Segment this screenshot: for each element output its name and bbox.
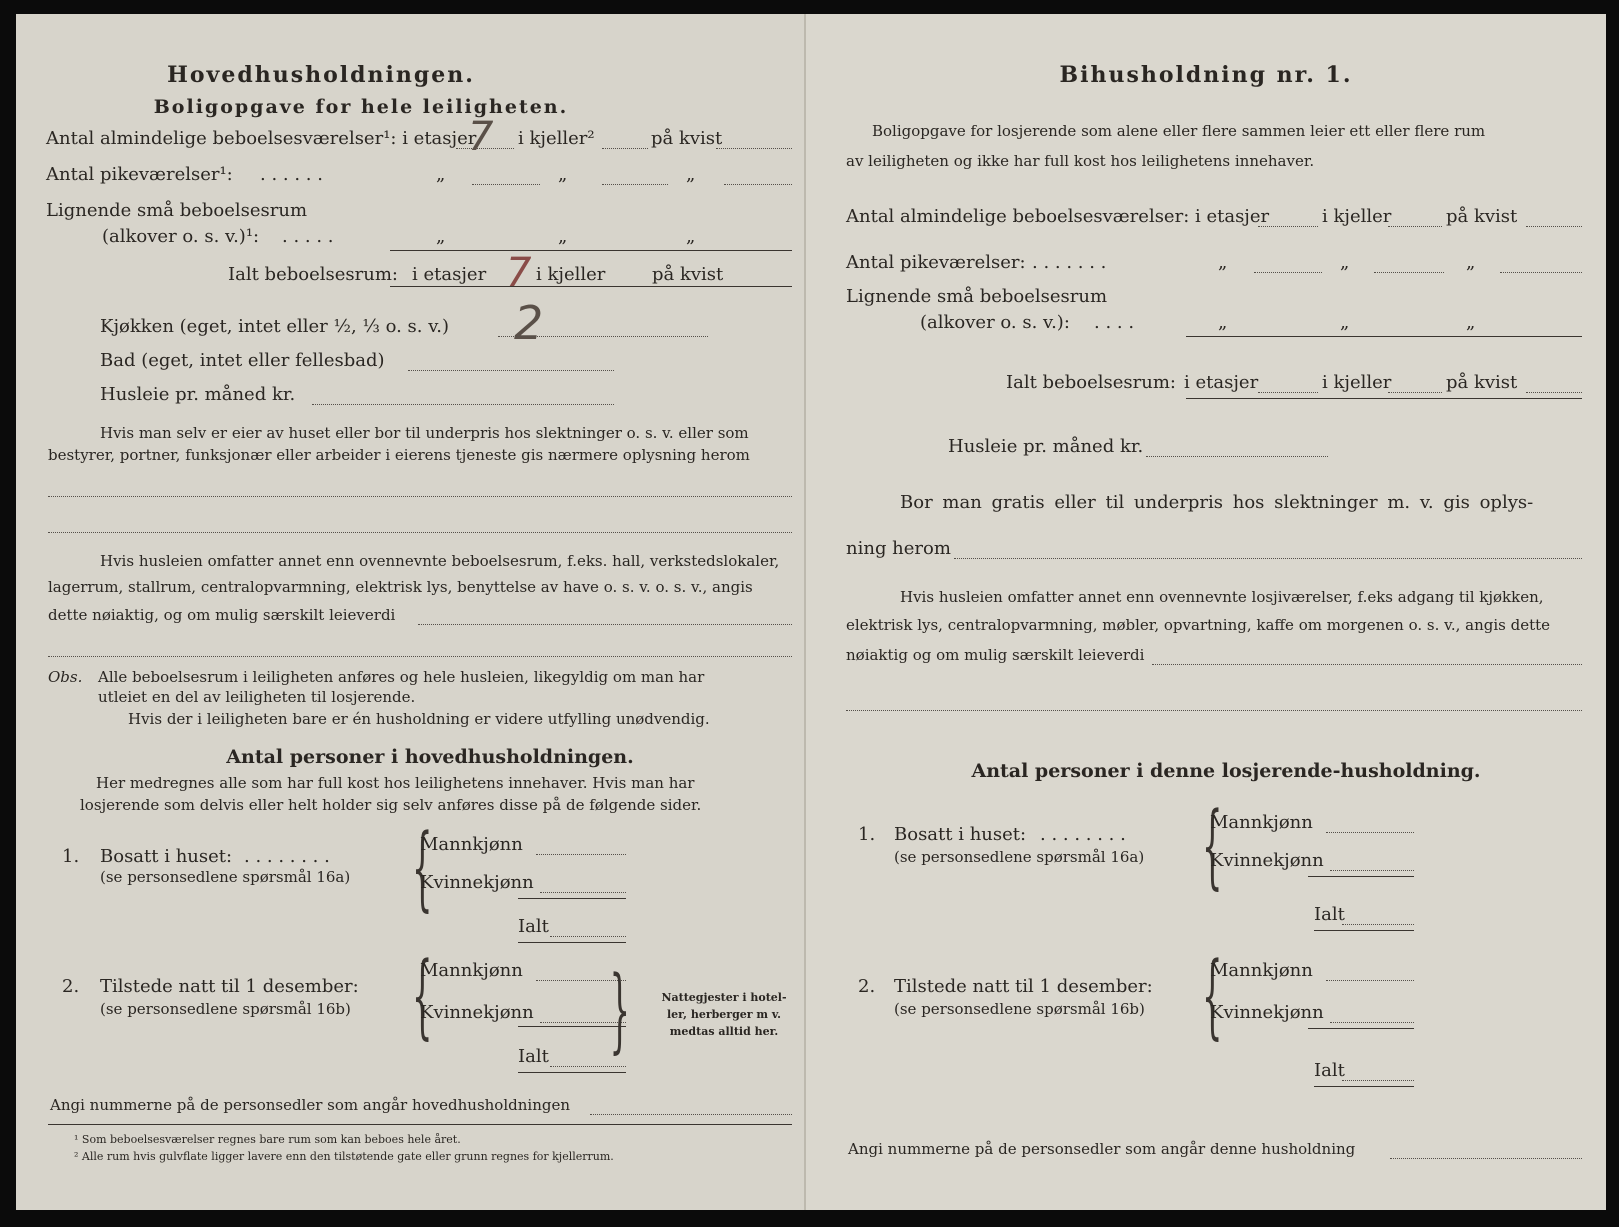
rooms-label: Antal almindelige beboelsesværelser: i etasjer (846, 206, 1270, 227)
husleie-field[interactable] (312, 404, 614, 405)
ditto-mark: „ (1218, 312, 1228, 333)
kjokken-label: Kjøkken (eget, intet eller ½, ⅓ o. s. v.) (100, 316, 449, 337)
q1-ialt-label: Ialt (518, 916, 549, 937)
eier-field-2[interactable] (48, 532, 792, 533)
persons-text: Her medregnes alle som har full kost hos leilighetens innehaver. Hvis man har (96, 774, 695, 792)
q1-number: 1. (62, 846, 80, 867)
left-subtitle: Boligopgave for hele leiligheten. (153, 96, 569, 118)
natt-note: Nattegjester i hotel- (661, 991, 787, 1004)
pike-kvist-field[interactable] (1500, 272, 1582, 273)
q2-kvinne-label: Kvinnekjønn (420, 1002, 534, 1023)
left-title: Hovedhusholdningen. (167, 62, 475, 88)
q2-ialt-rule (518, 1072, 626, 1073)
q1-brace: { (1202, 792, 1223, 899)
angi-field[interactable] (1390, 1158, 1582, 1159)
kjeller-label: i kjeller (1322, 206, 1392, 227)
pike-kjeller-field[interactable] (1374, 272, 1444, 273)
q2-ialt-field[interactable] (550, 1066, 626, 1067)
pike-kjeller-field[interactable] (602, 184, 668, 185)
ialt-kvist-label: på kvist (1446, 372, 1518, 393)
kvist-field[interactable] (1526, 226, 1582, 227)
right-title: Bihusholdning nr. 1. (1059, 62, 1353, 88)
ialt-etasjer-field[interactable] (1258, 392, 1318, 393)
q1-sub: (se personsedlene spørsmål 16a) (100, 868, 351, 886)
ialt-kvist-field[interactable] (1526, 392, 1582, 393)
eier-field[interactable] (48, 496, 792, 497)
q2-sum-rule (1308, 1028, 1414, 1029)
alkover-label: Lignende små beboelsesrum (46, 200, 308, 221)
ialt-etasjer-value: 7 (506, 250, 532, 296)
alkover-sublabel: (alkover o. s. v.)¹: (102, 226, 260, 247)
ditto-mark: „ (436, 226, 446, 247)
kvist-label: på kvist (651, 128, 723, 149)
pike-etasjer-field[interactable] (472, 184, 540, 185)
q1-kvinne-label: Kvinnekjønn (1210, 850, 1324, 871)
pike-kvist-field[interactable] (724, 184, 792, 185)
angi-text: Angi nummerne på de personsedler som angår hovedhusholdningen (50, 1096, 570, 1114)
q1-label: Bosatt i huset: (894, 824, 1027, 845)
ialt-rule (1186, 398, 1582, 399)
etasjer-field[interactable] (1258, 226, 1318, 227)
obs-text: utleiet en del av leiligheten til losjerende. (98, 688, 416, 706)
ditto-mark: „ (1340, 312, 1350, 333)
intro-text: av leiligheten og ikke har full kost hos leilighetens innehaver. (846, 152, 1315, 170)
alkover-dots: . . . . . (282, 226, 334, 247)
q1-mann-label: Mannkjønn (1210, 812, 1313, 833)
etasjer-value: 7 (468, 114, 494, 160)
gratis-field[interactable] (954, 558, 1582, 559)
sum-rule (1186, 336, 1582, 337)
natt-note: medtas alltid her. (669, 1025, 779, 1038)
q1-ialt-label: Ialt (1314, 904, 1345, 925)
q1-kvinne-label: Kvinnekjønn (420, 872, 534, 893)
pike-label: Antal pikeværelser: (846, 252, 1026, 273)
ialt-etasjer-label: i etasjer (1184, 372, 1259, 393)
q2-ialt-label: Ialt (1314, 1060, 1345, 1081)
left-page (16, 14, 806, 1210)
q2-label: Tilstede natt til 1 desember: (894, 976, 1153, 997)
q1-number: 1. (858, 824, 876, 845)
husleie-label: Husleie pr. måned kr. (948, 436, 1144, 457)
kvist-label: på kvist (1446, 206, 1518, 227)
bad-label: Bad (eget, intet eller fellesbad) (100, 350, 385, 371)
ialt-kjeller-field[interactable] (1388, 392, 1442, 393)
q1-sub: (se personsedlene spørsmål 16a) (894, 848, 1145, 866)
q1-mann-label: Mannkjønn (420, 834, 523, 855)
q1-mann-field[interactable] (1326, 832, 1414, 833)
ditto-mark: „ (436, 164, 446, 185)
alkover-sublabel: (alkover o. s. v.): (920, 312, 1070, 333)
q1-sum-rule (518, 898, 626, 899)
footnote: ¹ Som beboelsesværelser regnes bare rum som kan beboes hele året. (74, 1133, 461, 1146)
omfatter-text: Hvis husleien omfatter annet enn ovennevnte losjiværelser, f.eks adgang til kjøkken, (900, 588, 1544, 606)
footnote-rule (48, 1124, 792, 1125)
intro-text: Boligopgave for losjerende som alene eller flere sammen leier ett eller flere rum (872, 122, 1486, 140)
angi-field[interactable] (590, 1114, 792, 1115)
eier-text: Hvis man selv er eier av huset eller bor til underpris hos slektninger o. s. v. eller som (100, 424, 749, 442)
ialt-rule (390, 286, 792, 287)
ialt-kjeller-label: i kjeller (1322, 372, 1392, 393)
kjeller-field[interactable] (1388, 226, 1442, 227)
q2-brace: { (412, 942, 433, 1049)
q2-mann-label: Mannkjønn (420, 960, 523, 981)
kjokken-value: 2 (514, 296, 544, 350)
q1-sum-rule (1308, 876, 1414, 877)
natt-note: ler, herberger m v. (666, 1008, 782, 1021)
ialt-kjeller-label: i kjeller (536, 264, 606, 285)
ditto-mark: „ (558, 226, 568, 247)
q1-ialt-field[interactable] (550, 936, 626, 937)
q1-dots: . . . . . . . . (1040, 824, 1126, 845)
obs-text: Hvis der i leiligheten bare er én husholdning er videre utfylling unødvendig. (128, 710, 710, 728)
kjokken-field[interactable] (498, 336, 708, 337)
q1-mann-field[interactable] (536, 854, 626, 855)
ialt-etasjer-label: i etasjer (412, 264, 487, 285)
obs-text: Alle beboelsesrum i leiligheten anføres og hele husleien, likegyldig om man har (98, 668, 705, 686)
ditto-mark: „ (686, 164, 696, 185)
leieverdi-field[interactable] (418, 624, 792, 625)
ditto-mark: „ (686, 226, 696, 247)
q2-mann-label: Mannkjønn (1210, 960, 1313, 981)
alkover-label: Lignende små beboelsesrum (846, 286, 1108, 307)
ialt-rooms-label: Ialt beboelsesrum: (1006, 372, 1176, 393)
q2-number: 2. (858, 976, 876, 997)
q2-ialt-rule (1314, 1086, 1414, 1087)
q1-label: Bosatt i huset: (100, 846, 233, 867)
q1-kvinne-field[interactable] (1330, 870, 1414, 871)
q1-ialt-field[interactable] (1342, 924, 1414, 925)
pike-dots: . . . . . . (260, 164, 323, 185)
persons-heading: Antal personer i hovedhusholdningen. (226, 746, 634, 768)
ialt-kvist-label: på kvist (652, 264, 724, 285)
kjeller-field[interactable] (602, 148, 648, 149)
omfatter-text: nøiaktig og om mulig særskilt leieverdi (846, 646, 1145, 664)
husleie-label: Husleie pr. måned kr. (100, 384, 296, 405)
bad-field[interactable] (408, 370, 614, 371)
right-page (806, 14, 1606, 1210)
q2-label: Tilstede natt til 1 desember: (100, 976, 359, 997)
q2-ialt-label: Ialt (518, 1046, 549, 1067)
ialt-rooms-label: Ialt beboelsesrum: (228, 264, 398, 285)
kjeller-label: i kjeller² (518, 128, 595, 149)
q2-number: 2. (62, 976, 80, 997)
q1-ialt-rule (518, 942, 626, 943)
q2-sub: (se personsedlene spørsmål 16b) (894, 1000, 1145, 1018)
footnote: ² Alle rum hvis gulvflate ligger lavere enn den tilstøtende gate eller grunn regnes for kjellerrum. (74, 1150, 614, 1163)
sum-rule (390, 250, 792, 251)
q2-sub: (se personsedlene spørsmål 16b) (100, 1000, 351, 1018)
eier-text: bestyrer, portner, funksjonær eller arbeider i eierens tjeneste gis nærmere oplysning herom (48, 446, 750, 464)
ditto-mark: „ (1466, 252, 1476, 273)
omfatter-text: Hvis husleien omfatter annet enn ovennevnte beboelsesrum, f.eks. hall, verkstedslokaler, (100, 552, 780, 570)
q2-mann-field[interactable] (1326, 980, 1414, 981)
gratis-text: ning herom (846, 538, 951, 559)
q1-brace: { (412, 814, 433, 921)
omfatter-text: lagerrum, stallrum, centralopvarmning, elektrisk lys, benyttelse av have o. s. v. o. s. v., angis (48, 578, 753, 596)
husleie-field[interactable] (1146, 456, 1328, 457)
kvist-field[interactable] (716, 148, 792, 149)
q2-kvinne-label: Kvinnekjønn (1210, 1002, 1324, 1023)
q1-dots: . . . . . . . . (244, 846, 330, 867)
ditto-mark: „ (1466, 312, 1476, 333)
persons-heading: Antal personer i denne losjerende-husholdning. (971, 760, 1481, 782)
leieverdi-field-2[interactable] (48, 656, 792, 657)
ditto-mark: „ (1218, 252, 1228, 273)
pike-etasjer-field[interactable] (1254, 272, 1322, 273)
gratis-text: Bor man gratis eller til underpris hos slektninger m. v. gis oplys- (900, 492, 1534, 513)
obs-label: Obs. (48, 668, 83, 686)
omfatter-text: dette nøiaktig, og om mulig særskilt leieverdi (48, 606, 396, 624)
q2-brace: { (1202, 942, 1223, 1049)
omfatter-text: elektrisk lys, centralopvarmning, møbler, opvartning, kaffe om morgenen o. s. v., angis dette (846, 616, 1551, 634)
q1-ialt-rule (1314, 930, 1414, 931)
persons-text: losjerende som delvis eller helt holder sig selv anføres disse på de følgende sider. (80, 796, 702, 814)
ditto-mark: „ (558, 164, 568, 185)
q2-ialt-field[interactable] (1342, 1080, 1414, 1081)
leieverdi-field-2[interactable] (846, 710, 1582, 711)
rooms-label: Antal almindelige beboelsesværelser¹: i etasjer (46, 128, 477, 149)
q1-kvinne-field[interactable] (540, 892, 626, 893)
ditto-mark: „ (1340, 252, 1350, 273)
q2-kvinne-field[interactable] (1330, 1022, 1414, 1023)
angi-text: Angi nummerne på de personsedler som angår denne husholdning (848, 1140, 1356, 1158)
pike-label: Antal pikeværelser¹: (46, 164, 233, 185)
alkover-dots: . . . . (1094, 312, 1135, 333)
pike-dots: . . . . . . . (1032, 252, 1107, 273)
q2-closing-brace: { (609, 956, 630, 1063)
leieverdi-field[interactable] (1152, 664, 1582, 665)
